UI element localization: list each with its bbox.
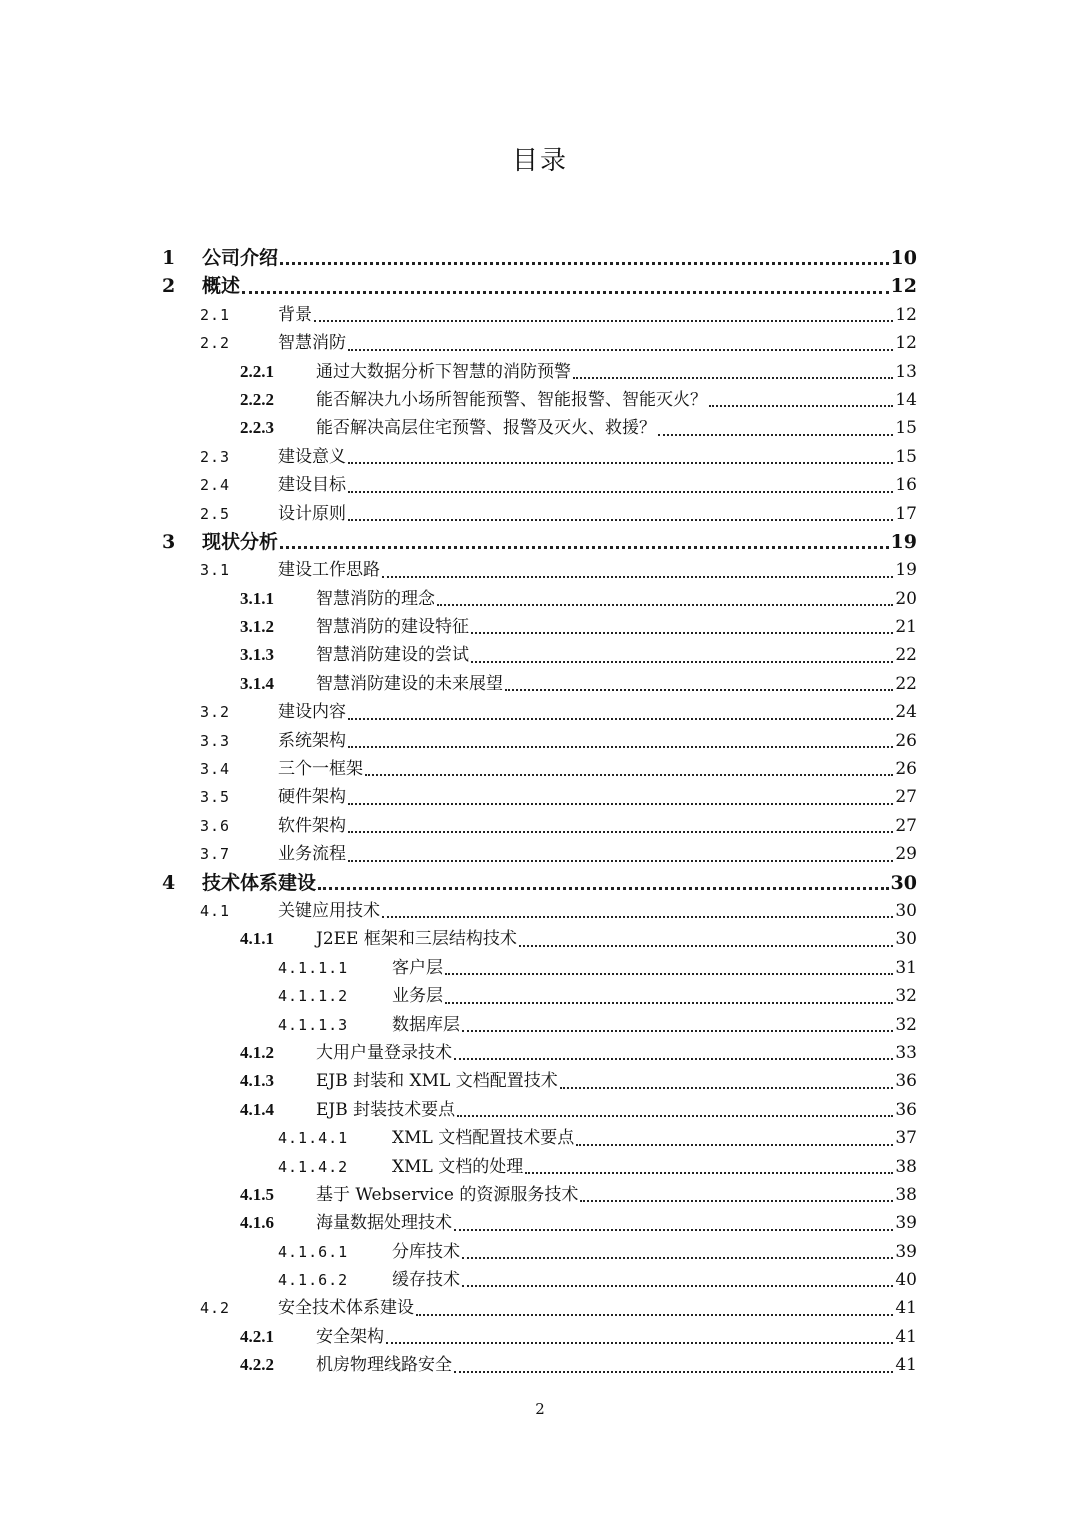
toc-entry-title: 智慧消防的理念 bbox=[316, 588, 435, 609]
toc-entry-title: 数据库层 bbox=[392, 1014, 460, 1035]
toc-entry-number: 4.1.1 bbox=[240, 929, 274, 949]
toc-entry-number: 4.2.2 bbox=[240, 1355, 274, 1375]
dot-leader bbox=[560, 1060, 894, 1088]
toc-entry-page: 31 bbox=[895, 957, 917, 978]
toc-entry-number: 4.1.2 bbox=[240, 1042, 274, 1062]
toc-entry-title: 能否解决高层住宅预警、报警及灭火、救援？ bbox=[316, 418, 656, 439]
table-of-contents bbox=[162, 244, 917, 1380]
toc-entry-page: 39 bbox=[895, 1213, 917, 1234]
toc-entry-number: 2.3 bbox=[200, 447, 231, 466]
toc-entry-number: 3.1 bbox=[200, 561, 231, 580]
dot-leader bbox=[709, 379, 893, 407]
toc-entry-page: 38 bbox=[895, 1156, 917, 1177]
toc-entry-title: EJB 封装和 XML 文档配置技术 bbox=[316, 1071, 558, 1092]
toc-entry-page: 12 bbox=[895, 333, 917, 354]
toc-entry-number: 2.2.3 bbox=[240, 418, 274, 438]
toc-entry-number: 4.1.4 bbox=[240, 1099, 274, 1119]
dot-leader bbox=[382, 890, 893, 918]
dot-leader bbox=[386, 1316, 893, 1344]
toc-entry-page: 38 bbox=[895, 1184, 917, 1205]
dot-leader bbox=[348, 691, 893, 719]
dot-leader bbox=[365, 748, 893, 776]
toc-entry-number: 1 bbox=[162, 247, 176, 269]
toc-entry[interactable] bbox=[162, 1351, 917, 1379]
toc-entry-title: 智慧消防建设的尝试 bbox=[316, 645, 469, 666]
dot-leader bbox=[471, 606, 893, 634]
dot-leader bbox=[525, 1146, 893, 1174]
toc-entry-number: 4.1.6.1 bbox=[278, 1242, 349, 1261]
dot-leader bbox=[348, 493, 893, 521]
toc-entry-title: 建设内容 bbox=[278, 702, 346, 723]
toc-entry-page: 19 bbox=[895, 560, 917, 581]
toc-entry-number: 4.1.6 bbox=[240, 1213, 274, 1233]
dot-leader bbox=[314, 294, 893, 322]
toc-entry-page: 40 bbox=[895, 1270, 917, 1291]
toc-entry-number: 4.1.3 bbox=[240, 1071, 274, 1091]
toc-entry-page: 32 bbox=[895, 986, 917, 1007]
toc-entry-page: 41 bbox=[895, 1355, 917, 1376]
toc-entry-page: 10 bbox=[890, 247, 917, 269]
toc-entry-number: 2.2.1 bbox=[240, 361, 274, 381]
dot-leader bbox=[348, 833, 893, 861]
toc-entry-page: 30 bbox=[895, 900, 917, 921]
toc-entry-number: 3.2 bbox=[200, 703, 231, 722]
dot-leader bbox=[471, 634, 893, 662]
toc-entry-title: 通过大数据分析下智慧的消防预警 bbox=[316, 361, 571, 382]
toc-entry-title: 公司介绍 bbox=[202, 247, 279, 269]
toc-entry-number: 4.2 bbox=[200, 1299, 231, 1318]
dot-leader bbox=[348, 464, 893, 492]
toc-entry-page: 36 bbox=[895, 1099, 917, 1120]
toc-entry-title: 安全架构 bbox=[316, 1326, 384, 1347]
dot-leader bbox=[318, 862, 889, 890]
toc-entry-page: 37 bbox=[895, 1128, 917, 1149]
toc-entry-number: 3.1.2 bbox=[240, 617, 274, 637]
toc-entry-title: 技术体系建设 bbox=[202, 871, 317, 894]
toc-entry-page: 22 bbox=[895, 673, 917, 694]
toc-entry-title: 机房物理线路安全 bbox=[316, 1355, 452, 1376]
toc-entry-title: 智慧消防 bbox=[278, 333, 346, 354]
toc-entry-page: 17 bbox=[895, 503, 917, 524]
toc-entry-page: 21 bbox=[895, 617, 917, 638]
toc-entry-title: J2EE 框架和三层结构技术 bbox=[316, 929, 517, 950]
toc-entry-page: 36 bbox=[895, 1071, 917, 1092]
dot-leader bbox=[348, 720, 893, 748]
toc-entry-page: 27 bbox=[895, 787, 917, 808]
toc-entry-number: 4.2.1 bbox=[240, 1326, 274, 1346]
dot-leader bbox=[454, 1032, 893, 1060]
toc-entry-title: 建设目标 bbox=[278, 475, 346, 496]
toc-entry-number: 3 bbox=[162, 530, 176, 553]
toc-entry-page: 19 bbox=[890, 530, 917, 553]
toc-entry-number: 4.1.1.1 bbox=[278, 958, 349, 977]
dot-leader bbox=[658, 407, 893, 435]
dot-leader bbox=[348, 805, 893, 833]
toc-entry-page: 41 bbox=[895, 1326, 917, 1347]
toc-entry-page: 39 bbox=[895, 1241, 917, 1262]
toc-entry-page: 12 bbox=[890, 275, 917, 298]
toc-entry-title: 智慧消防建设的未来展望 bbox=[316, 673, 503, 694]
toc-entry-number: 4.1 bbox=[200, 901, 231, 920]
toc-entry-number: 4.1.1.3 bbox=[278, 1015, 349, 1034]
toc-entry-page: 24 bbox=[895, 702, 917, 723]
toc-entry-title: 分库技术 bbox=[392, 1241, 460, 1262]
toc-entry-page: 26 bbox=[895, 730, 917, 751]
toc-entry-title: XML 文档的处理 bbox=[392, 1156, 524, 1177]
toc-entry-number: 3.1.1 bbox=[240, 588, 274, 608]
dot-leader bbox=[576, 1117, 893, 1145]
toc-entry-number: 3.1.3 bbox=[240, 645, 274, 665]
toc-entry-title: 现状分析 bbox=[202, 530, 279, 553]
dot-leader bbox=[437, 578, 893, 606]
dot-leader bbox=[454, 1202, 893, 1230]
toc-entry-title: 建设工作思路 bbox=[278, 560, 380, 581]
toc-entry-number: 3.1.4 bbox=[240, 673, 274, 693]
dot-leader bbox=[242, 265, 889, 293]
toc-entry-number: 4.1.6.2 bbox=[278, 1271, 349, 1290]
dot-leader bbox=[462, 1231, 893, 1259]
toc-entry-number: 3.3 bbox=[200, 731, 231, 750]
toc-entry-page: 20 bbox=[895, 588, 917, 609]
toc-entry-number: 4.1.5 bbox=[240, 1184, 274, 1204]
dot-leader bbox=[416, 1287, 893, 1315]
dot-leader bbox=[280, 521, 889, 549]
toc-entry-number: 2.4 bbox=[200, 476, 231, 495]
toc-entry-page: 13 bbox=[895, 361, 917, 382]
dot-leader bbox=[457, 1089, 893, 1117]
toc-entry-page: 33 bbox=[895, 1042, 917, 1063]
dot-leader bbox=[445, 975, 893, 1003]
toc-entry-title: 硬件架构 bbox=[278, 787, 346, 808]
dot-leader bbox=[280, 237, 889, 265]
toc-entry-number: 3.6 bbox=[200, 816, 231, 835]
toc-entry-page: 32 bbox=[895, 1014, 917, 1035]
toc-entry-number: 2 bbox=[162, 275, 176, 298]
toc-entry-page: 26 bbox=[895, 759, 917, 780]
toc-entry-number: 2.2 bbox=[200, 334, 231, 353]
dot-leader bbox=[580, 1174, 893, 1202]
dot-leader bbox=[382, 549, 893, 577]
toc-entry-number: 3.4 bbox=[200, 760, 231, 779]
toc-entry-number: 3.7 bbox=[200, 845, 231, 864]
toc-entry-page: 30 bbox=[890, 871, 917, 894]
toc-entry-number: 2.1 bbox=[200, 305, 231, 324]
toc-entry-title: 背景 bbox=[278, 304, 312, 325]
toc-entry-number: 3.5 bbox=[200, 788, 231, 807]
toc-entry-title: 关键应用技术 bbox=[278, 900, 380, 921]
toc-entry-page: 30 bbox=[895, 929, 917, 950]
toc-entry-number: 4.1.4.2 bbox=[278, 1157, 349, 1176]
toc-entry-page: 15 bbox=[895, 446, 917, 467]
page-title: 目录 bbox=[511, 146, 568, 176]
toc-entry-page: 29 bbox=[895, 844, 917, 865]
toc-entry-page: 16 bbox=[895, 475, 917, 496]
toc-entry-title: 概述 bbox=[202, 275, 241, 298]
toc-entry-title: 软件架构 bbox=[278, 815, 346, 836]
toc-entry-page: 27 bbox=[895, 815, 917, 836]
toc-entry-title: 业务层 bbox=[392, 986, 443, 1007]
toc-entry-page: 14 bbox=[895, 389, 917, 410]
toc-entry-title: 大用户量登录技术 bbox=[316, 1042, 452, 1063]
toc-entry-title: 业务流程 bbox=[278, 844, 346, 865]
page-number: 2 bbox=[535, 1400, 545, 1418]
toc-entry-title: 智慧消防的建设特征 bbox=[316, 617, 469, 638]
toc-entry-title: 三个一框架 bbox=[278, 759, 363, 780]
toc-entry-number: 4.1.1.2 bbox=[278, 987, 349, 1006]
dot-leader bbox=[462, 1259, 893, 1287]
dot-leader bbox=[519, 918, 894, 946]
toc-entry-title: 能否解决九小场所智能预警、智能报警、智能灭火？ bbox=[316, 389, 707, 410]
dot-leader bbox=[462, 1004, 893, 1032]
toc-entry-title: 海量数据处理技术 bbox=[316, 1213, 452, 1234]
toc-entry-page: 12 bbox=[895, 304, 917, 325]
dot-leader bbox=[454, 1344, 893, 1372]
toc-entry-title: 设计原则 bbox=[278, 503, 346, 524]
toc-entry-number: 2.5 bbox=[200, 504, 231, 523]
dot-leader bbox=[348, 436, 893, 464]
dot-leader bbox=[573, 351, 893, 379]
toc-entry-number: 4 bbox=[162, 871, 176, 894]
dot-leader bbox=[445, 947, 893, 975]
dot-leader bbox=[348, 322, 893, 350]
toc-entry-title: 系统架构 bbox=[278, 730, 346, 751]
toc-entry-title: 建设意义 bbox=[278, 446, 346, 467]
toc-entry-title: 客户层 bbox=[392, 957, 443, 978]
toc-entry-page: 15 bbox=[895, 418, 917, 439]
toc-entry-title: 缓存技术 bbox=[392, 1270, 460, 1291]
dot-leader bbox=[348, 776, 893, 804]
toc-entry-title: XML 文档配置技术要点 bbox=[392, 1128, 575, 1149]
dot-leader bbox=[505, 663, 893, 691]
toc-entry-number: 2.2.2 bbox=[240, 389, 274, 409]
toc-entry-page: 22 bbox=[895, 645, 917, 666]
toc-entry-title: 基于 Webservice 的资源服务技术 bbox=[316, 1184, 579, 1205]
toc-entry-title: 安全技术体系建设 bbox=[278, 1298, 414, 1319]
toc-entry-number: 4.1.4.1 bbox=[278, 1129, 349, 1148]
toc-entry-title: EJB 封装技术要点 bbox=[316, 1099, 456, 1120]
toc-entry-page: 41 bbox=[895, 1298, 917, 1319]
